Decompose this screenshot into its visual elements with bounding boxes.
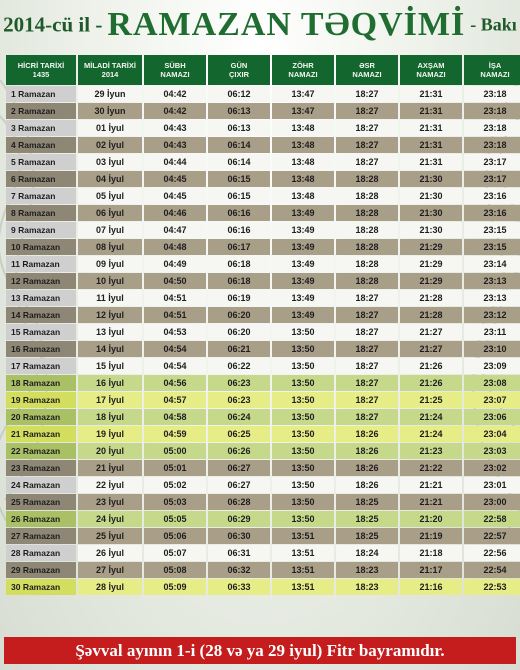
cell-subh: 04:42: [144, 86, 206, 102]
cell-asr: 18:28: [336, 188, 398, 204]
header-miladi: MİLADİ TARİXİ 2014: [78, 55, 142, 85]
prayer-times-table: [4, 54, 520, 596]
cell-zohr: 13:48: [272, 188, 334, 204]
cell-date: 03 İyul: [78, 154, 142, 170]
cell-date: 06 İyul: [78, 205, 142, 221]
cell-asr: 18:24: [336, 545, 398, 561]
cell-date: 21 İyul: [78, 460, 142, 476]
cell-subh: 04:54: [144, 341, 206, 357]
cell-hijri: 14 Ramazan: [6, 307, 76, 323]
cell-isha: 22:54: [464, 562, 520, 578]
cell-gun: 06:16: [208, 205, 270, 221]
cell-date: 16 İyul: [78, 375, 142, 391]
cell-date: 22 İyul: [78, 477, 142, 493]
table-row: [6, 477, 520, 493]
table-row: [6, 358, 520, 374]
cell-gun: 06:13: [208, 103, 270, 119]
cell-subh: 05:01: [144, 460, 206, 476]
cell-gun: 06:13: [208, 120, 270, 136]
cell-subh: 04:51: [144, 290, 206, 306]
cell-hijri: 30 Ramazan: [6, 579, 76, 595]
cell-hijri: 24 Ramazan: [6, 477, 76, 493]
cell-asr: 18:27: [336, 137, 398, 153]
cell-axsam: 21:31: [400, 120, 462, 136]
cell-zohr: 13:50: [272, 409, 334, 425]
cell-zohr: 13:50: [272, 375, 334, 391]
table-row: [6, 205, 520, 221]
cell-hijri: 15 Ramazan: [6, 324, 76, 340]
cell-date: 29 İyun: [78, 86, 142, 102]
cell-asr: 18:27: [336, 409, 398, 425]
cell-axsam: 21:28: [400, 290, 462, 306]
cell-subh: 04:47: [144, 222, 206, 238]
cell-date: 13 İyul: [78, 324, 142, 340]
cell-gun: 06:19: [208, 290, 270, 306]
cell-zohr: 13:50: [272, 324, 334, 340]
cell-asr: 18:25: [336, 494, 398, 510]
cell-zohr: 13:51: [272, 545, 334, 561]
cell-date: 11 İyul: [78, 290, 142, 306]
cell-axsam: 21:31: [400, 154, 462, 170]
cell-hijri: 18 Ramazan: [6, 375, 76, 391]
cell-axsam: 21:28: [400, 307, 462, 323]
cell-subh: 04:50: [144, 273, 206, 289]
cell-date: 15 İyul: [78, 358, 142, 374]
cell-zohr: 13:50: [272, 477, 334, 493]
cell-zohr: 13:51: [272, 528, 334, 544]
cell-asr: 18:23: [336, 579, 398, 595]
cell-subh: 05:02: [144, 477, 206, 493]
cell-asr: 18:27: [336, 103, 398, 119]
cell-subh: 04:42: [144, 103, 206, 119]
cell-subh: 05:07: [144, 545, 206, 561]
cell-axsam: 21:29: [400, 239, 462, 255]
cell-isha: 23:03: [464, 443, 520, 459]
cell-date: 25 İyul: [78, 528, 142, 544]
cell-subh: 04:49: [144, 256, 206, 272]
cell-hijri: 5 Ramazan: [6, 154, 76, 170]
cell-subh: 04:51: [144, 307, 206, 323]
cell-hijri: 8 Ramazan: [6, 205, 76, 221]
cell-zohr: 13:50: [272, 443, 334, 459]
cell-axsam: 21:26: [400, 358, 462, 374]
cell-date: 19 İyul: [78, 426, 142, 442]
cell-isha: 23:00: [464, 494, 520, 510]
cell-hijri: 4 Ramazan: [6, 137, 76, 153]
cell-asr: 18:27: [336, 358, 398, 374]
cell-subh: 05:08: [144, 562, 206, 578]
cell-isha: 23:02: [464, 460, 520, 476]
cell-isha: 23:18: [464, 137, 520, 153]
cell-asr: 18:23: [336, 562, 398, 578]
cell-axsam: 21:30: [400, 205, 462, 221]
cell-zohr: 13:49: [272, 239, 334, 255]
table-row: [6, 154, 520, 170]
cell-hijri: 17 Ramazan: [6, 358, 76, 374]
cell-date: 18 İyul: [78, 409, 142, 425]
cell-isha: 22:57: [464, 528, 520, 544]
cell-asr: 18:27: [336, 341, 398, 357]
cell-hijri: 26 Ramazan: [6, 511, 76, 527]
cell-zohr: 13:48: [272, 154, 334, 170]
cell-hijri: 25 Ramazan: [6, 494, 76, 510]
cell-asr: 18:27: [336, 86, 398, 102]
cell-zohr: 13:50: [272, 494, 334, 510]
cell-hijri: 12 Ramazan: [6, 273, 76, 289]
cell-isha: 23:07: [464, 392, 520, 408]
cell-axsam: 21:27: [400, 324, 462, 340]
header-axsam: AXŞAM NAMAZI: [400, 55, 462, 85]
cell-date: 14 İyul: [78, 341, 142, 357]
cell-zohr: 13:49: [272, 256, 334, 272]
cell-hijri: 10 Ramazan: [6, 239, 76, 255]
table-row: [6, 137, 520, 153]
cell-subh: 04:46: [144, 205, 206, 221]
cell-asr: 18:27: [336, 375, 398, 391]
cell-asr: 18:28: [336, 205, 398, 221]
cell-isha: 23:14: [464, 256, 520, 272]
cell-gun: 06:32: [208, 562, 270, 578]
cell-asr: 18:28: [336, 256, 398, 272]
table-row: [6, 579, 520, 595]
cell-axsam: 21:18: [400, 545, 462, 561]
cell-gun: 06:18: [208, 256, 270, 272]
table-row: [6, 256, 520, 272]
cell-hijri: 13 Ramazan: [6, 290, 76, 306]
cell-date: 10 İyul: [78, 273, 142, 289]
cell-asr: 18:27: [336, 120, 398, 136]
cell-gun: 06:22: [208, 358, 270, 374]
cell-date: 02 İyul: [78, 137, 142, 153]
cell-isha: 23:15: [464, 222, 520, 238]
cell-asr: 18:27: [336, 290, 398, 306]
cell-isha: 23:17: [464, 154, 520, 170]
cell-isha: 23:10: [464, 341, 520, 357]
table-row: [6, 562, 520, 578]
cell-isha: 23:06: [464, 409, 520, 425]
cell-date: 01 İyul: [78, 120, 142, 136]
cell-hijri: 6 Ramazan: [6, 171, 76, 187]
cell-asr: 18:27: [336, 392, 398, 408]
cell-gun: 06:20: [208, 324, 270, 340]
cell-zohr: 13:50: [272, 426, 334, 442]
cell-axsam: 21:30: [400, 222, 462, 238]
table-row: [6, 545, 520, 561]
table-row: [6, 494, 520, 510]
cell-axsam: 21:22: [400, 460, 462, 476]
cell-isha: 23:16: [464, 205, 520, 221]
cell-zohr: 13:49: [272, 222, 334, 238]
cell-zohr: 13:50: [272, 392, 334, 408]
cell-subh: 04:43: [144, 137, 206, 153]
cell-zohr: 13:50: [272, 460, 334, 476]
cell-gun: 06:14: [208, 154, 270, 170]
cell-gun: 06:21: [208, 341, 270, 357]
cell-isha: 23:15: [464, 239, 520, 255]
cell-subh: 05:03: [144, 494, 206, 510]
cell-date: 04 İyul: [78, 171, 142, 187]
table-row: [6, 222, 520, 238]
cell-subh: 04:43: [144, 120, 206, 136]
cell-zohr: 13:49: [272, 205, 334, 221]
cell-isha: 23:18: [464, 103, 520, 119]
cell-axsam: 21:21: [400, 494, 462, 510]
cell-gun: 06:17: [208, 239, 270, 255]
cell-isha: 22:53: [464, 579, 520, 595]
cell-zohr: 13:51: [272, 562, 334, 578]
table-row: [6, 188, 520, 204]
cell-asr: 18:26: [336, 443, 398, 459]
cell-isha: 22:58: [464, 511, 520, 527]
cell-axsam: 21:21: [400, 477, 462, 493]
cell-axsam: 21:30: [400, 188, 462, 204]
cell-date: 28 İyul: [78, 579, 142, 595]
cell-axsam: 21:29: [400, 256, 462, 272]
title-main: RAMAZAN TƏQVİMİ: [107, 6, 466, 43]
cell-axsam: 21:20: [400, 511, 462, 527]
cell-hijri: 16 Ramazan: [6, 341, 76, 357]
cell-gun: 06:12: [208, 86, 270, 102]
cell-date: 26 İyul: [78, 545, 142, 561]
cell-hijri: 9 Ramazan: [6, 222, 76, 238]
cell-gun: 06:20: [208, 307, 270, 323]
cell-zohr: 13:47: [272, 103, 334, 119]
cell-gun: 06:29: [208, 511, 270, 527]
cell-asr: 18:25: [336, 528, 398, 544]
cell-zohr: 13:50: [272, 341, 334, 357]
cell-subh: 05:05: [144, 511, 206, 527]
cell-subh: 04:54: [144, 358, 206, 374]
cell-axsam: 21:31: [400, 86, 462, 102]
cell-axsam: 21:27: [400, 341, 462, 357]
table-row: [6, 392, 520, 408]
table-row: [6, 171, 520, 187]
cell-gun: 06:23: [208, 375, 270, 391]
cell-subh: 04:45: [144, 188, 206, 204]
cell-subh: 04:45: [144, 171, 206, 187]
cell-hijri: 2 Ramazan: [6, 103, 76, 119]
cell-date: 30 İyun: [78, 103, 142, 119]
page-title: [0, 6, 520, 52]
cell-zohr: 13:49: [272, 307, 334, 323]
cell-zohr: 13:50: [272, 358, 334, 374]
cell-axsam: 21:26: [400, 375, 462, 391]
cell-gun: 06:27: [208, 460, 270, 476]
cell-asr: 18:27: [336, 154, 398, 170]
header-hijri: HİCRİ TARİXİ 1435: [6, 55, 76, 85]
cell-gun: 06:33: [208, 579, 270, 595]
cell-gun: 06:15: [208, 188, 270, 204]
cell-date: 08 İyul: [78, 239, 142, 255]
cell-asr: 18:27: [336, 307, 398, 323]
cell-hijri: 19 Ramazan: [6, 392, 76, 408]
cell-isha: 23:09: [464, 358, 520, 374]
cell-zohr: 13:49: [272, 290, 334, 306]
cell-subh: 04:57: [144, 392, 206, 408]
cell-subh: 04:56: [144, 375, 206, 391]
cell-asr: 18:28: [336, 239, 398, 255]
cell-date: 23 İyul: [78, 494, 142, 510]
cell-isha: 23:13: [464, 290, 520, 306]
cell-axsam: 21:29: [400, 273, 462, 289]
cell-hijri: 29 Ramazan: [6, 562, 76, 578]
cell-date: 20 İyul: [78, 443, 142, 459]
cell-hijri: 22 Ramazan: [6, 443, 76, 459]
cell-gun: 06:24: [208, 409, 270, 425]
cell-asr: 18:25: [336, 511, 398, 527]
cell-isha: 23:11: [464, 324, 520, 340]
cell-gun: 06:23: [208, 392, 270, 408]
cell-subh: 05:09: [144, 579, 206, 595]
cell-asr: 18:26: [336, 477, 398, 493]
cell-axsam: 21:24: [400, 426, 462, 442]
table-row: [6, 375, 520, 391]
cell-date: 07 İyul: [78, 222, 142, 238]
cell-date: 24 İyul: [78, 511, 142, 527]
cell-hijri: 1 Ramazan: [6, 86, 76, 102]
cell-subh: 04:58: [144, 409, 206, 425]
cell-zohr: 13:47: [272, 86, 334, 102]
cell-axsam: 21:30: [400, 171, 462, 187]
cell-gun: 06:27: [208, 477, 270, 493]
cell-hijri: 7 Ramazan: [6, 188, 76, 204]
cell-isha: 23:01: [464, 477, 520, 493]
cell-gun: 06:31: [208, 545, 270, 561]
cell-subh: 04:53: [144, 324, 206, 340]
cell-asr: 18:28: [336, 222, 398, 238]
cell-isha: 23:04: [464, 426, 520, 442]
cell-axsam: 21:19: [400, 528, 462, 544]
cell-isha: 23:17: [464, 171, 520, 187]
table-row: [6, 460, 520, 476]
table-row: [6, 290, 520, 306]
cell-axsam: 21:24: [400, 409, 462, 425]
cell-asr: 18:28: [336, 171, 398, 187]
table-row: [6, 273, 520, 289]
cell-asr: 18:27: [336, 324, 398, 340]
table-row: [6, 103, 520, 119]
header-isha: İŞA NAMAZI: [464, 55, 520, 85]
cell-gun: 06:25: [208, 426, 270, 442]
header-gun: GÜN ÇIXIR: [208, 55, 270, 85]
cell-isha: 23:12: [464, 307, 520, 323]
cell-gun: 06:14: [208, 137, 270, 153]
table-row: [6, 86, 520, 102]
cell-axsam: 21:16: [400, 579, 462, 595]
cell-gun: 06:28: [208, 494, 270, 510]
cell-gun: 06:16: [208, 222, 270, 238]
title-year: 2014-cü il -: [3, 12, 103, 37]
cell-asr: 18:26: [336, 460, 398, 476]
table-row: [6, 239, 520, 255]
cell-hijri: 28 Ramazan: [6, 545, 76, 561]
cell-axsam: 21:17: [400, 562, 462, 578]
cell-subh: 05:06: [144, 528, 206, 544]
table-row: [6, 443, 520, 459]
table-row: [6, 528, 520, 544]
cell-axsam: 21:31: [400, 103, 462, 119]
cell-zohr: 13:48: [272, 120, 334, 136]
header-subh: SÜBH NAMAZI: [144, 55, 206, 85]
table-row: [6, 324, 520, 340]
cell-asr: 18:26: [336, 426, 398, 442]
cell-zohr: 13:51: [272, 579, 334, 595]
cell-isha: 23:16: [464, 188, 520, 204]
footer-banner: Şəvval ayının 1-i (28 və ya 29 iyul) Fitr bayramıdır.: [4, 637, 516, 664]
cell-date: 17 İyul: [78, 392, 142, 408]
cell-gun: 06:18: [208, 273, 270, 289]
cell-axsam: 21:23: [400, 443, 462, 459]
table-row: [6, 307, 520, 323]
cell-zohr: 13:50: [272, 511, 334, 527]
cell-subh: 04:44: [144, 154, 206, 170]
cell-date: 09 İyul: [78, 256, 142, 272]
table-row: [6, 409, 520, 425]
table-row: [6, 120, 520, 136]
cell-hijri: 11 Ramazan: [6, 256, 76, 272]
cell-hijri: 21 Ramazan: [6, 426, 76, 442]
table-row: [6, 426, 520, 442]
cell-isha: 22:56: [464, 545, 520, 561]
header-zohr: ZÖHR NAMAZI: [272, 55, 334, 85]
table-row: [6, 511, 520, 527]
cell-gun: 06:26: [208, 443, 270, 459]
cell-date: 27 İyul: [78, 562, 142, 578]
table-row: [6, 341, 520, 357]
cell-isha: 23:08: [464, 375, 520, 391]
cell-zohr: 13:49: [272, 273, 334, 289]
cell-zohr: 13:48: [272, 171, 334, 187]
cell-hijri: 23 Ramazan: [6, 460, 76, 476]
cell-date: 12 İyul: [78, 307, 142, 323]
cell-subh: 04:48: [144, 239, 206, 255]
cell-hijri: 20 Ramazan: [6, 409, 76, 425]
cell-isha: 23:18: [464, 86, 520, 102]
header-asr: ƏSR NAMAZI: [336, 55, 398, 85]
cell-isha: 23:13: [464, 273, 520, 289]
cell-axsam: 21:25: [400, 392, 462, 408]
cell-date: 05 İyul: [78, 188, 142, 204]
cell-hijri: 27 Ramazan: [6, 528, 76, 544]
cell-axsam: 21:31: [400, 137, 462, 153]
cell-zohr: 13:48: [272, 137, 334, 153]
cell-subh: 04:59: [144, 426, 206, 442]
cell-asr: 18:28: [336, 273, 398, 289]
table-header-row: [6, 55, 520, 85]
cell-subh: 05:00: [144, 443, 206, 459]
table-body: [6, 86, 520, 595]
cell-isha: 23:18: [464, 120, 520, 136]
cell-hijri: 3 Ramazan: [6, 120, 76, 136]
cell-gun: 06:30: [208, 528, 270, 544]
cell-gun: 06:15: [208, 171, 270, 187]
title-city: - Bakı: [470, 14, 517, 35]
